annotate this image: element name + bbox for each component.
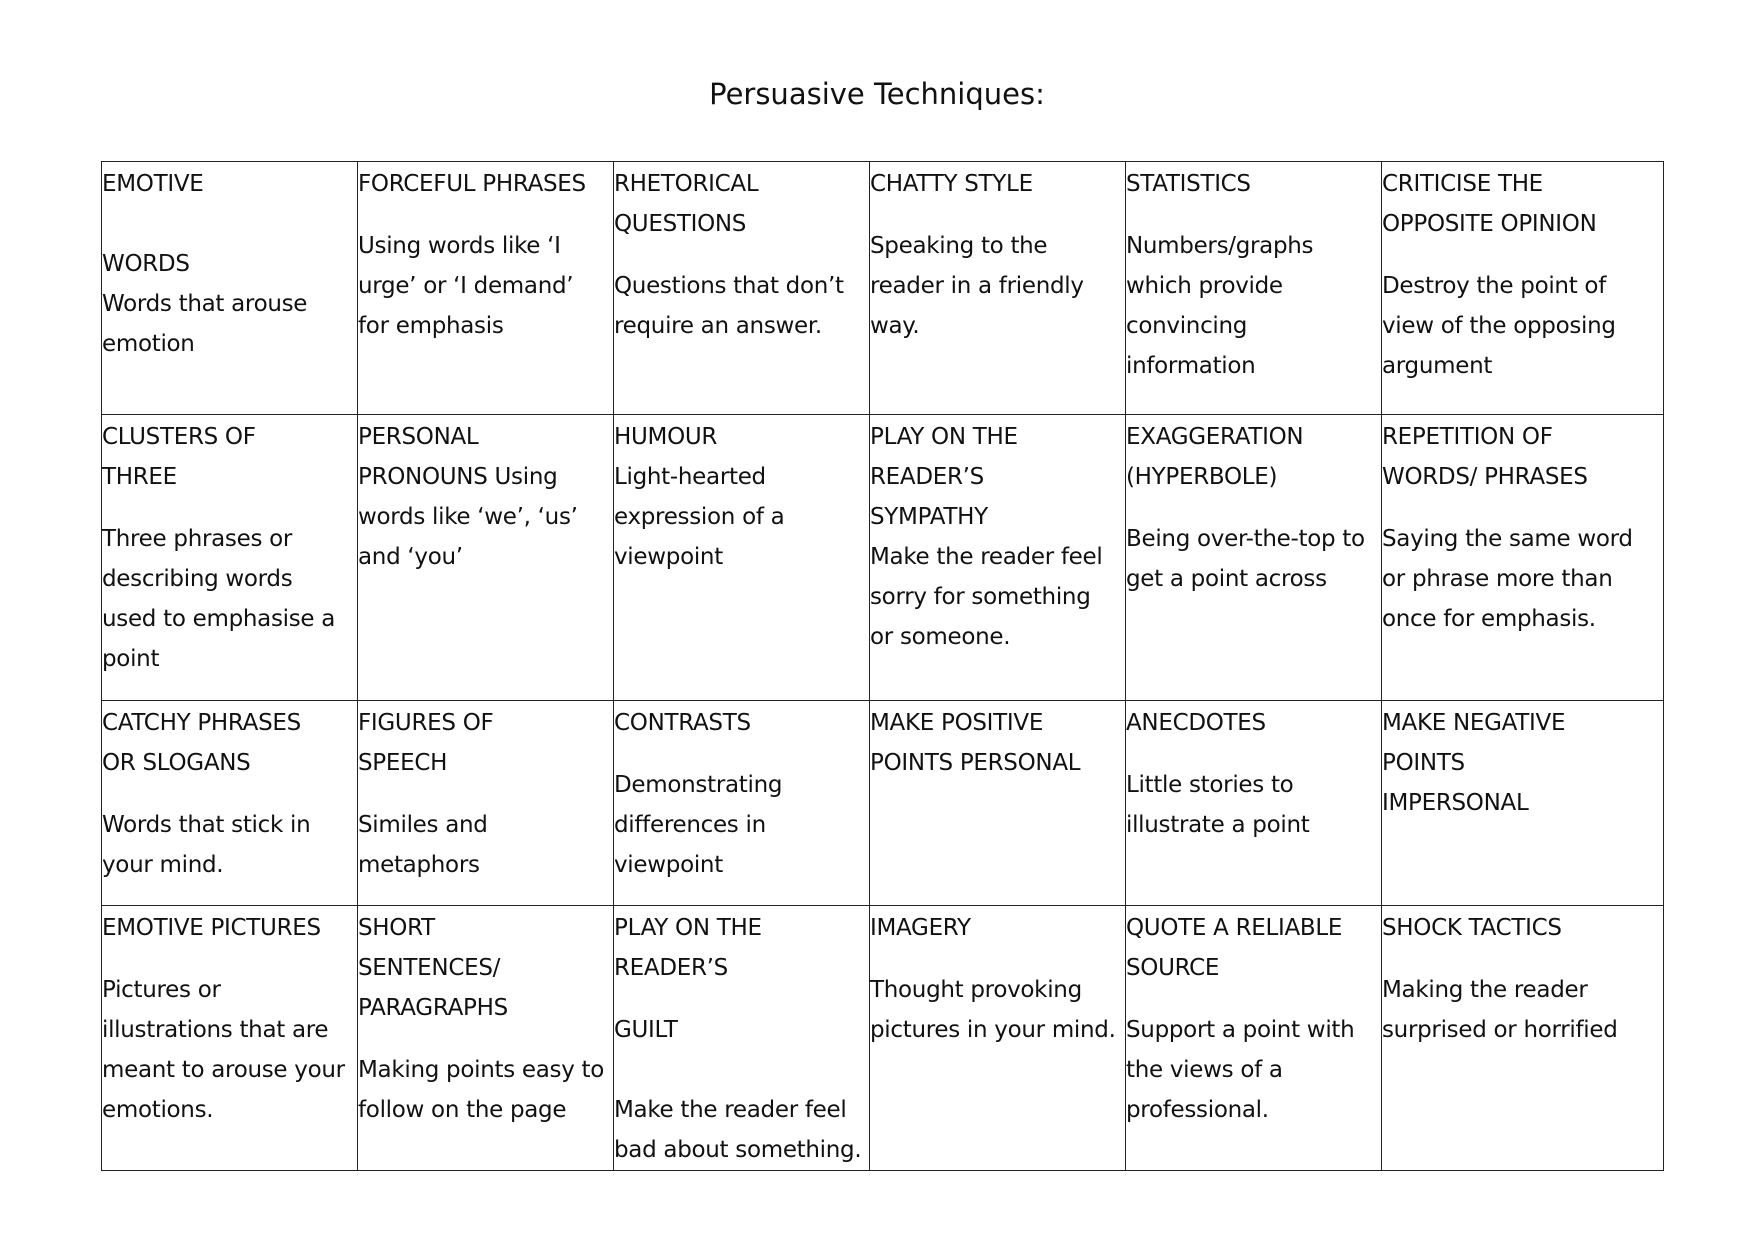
- table-cell: [870, 415, 1126, 701]
- table-cell: [358, 906, 614, 1171]
- table-cell: [870, 906, 1126, 1171]
- cell-title: ANECDOTES: [1126, 710, 1266, 736]
- cell-description: Words that stick in your mind.: [102, 812, 311, 878]
- cell-title: PERSONAL PRONOUNS Using words like ‘we’, ‘us’ and ‘you’: [358, 424, 578, 570]
- cell-description: Using words like ‘I urge’ or ‘I demand’ for emphasis: [358, 233, 574, 339]
- cell-title: MAKE POSITIVE POINTS PERSONAL: [870, 710, 1081, 776]
- cell-description: Support a point with the views of a professional.: [1126, 1017, 1355, 1123]
- table-cell: [102, 701, 358, 906]
- cell-description: Thought provoking pictures in your mind.: [870, 977, 1116, 1043]
- cell-description: GUILT Make the reader feel bad about something.: [614, 1017, 862, 1163]
- cell-title: CONTRASTS: [614, 710, 751, 736]
- cell-description: Making points easy to follow on the page: [358, 1057, 605, 1123]
- table-cell: [614, 701, 870, 906]
- table-cell: [1382, 906, 1664, 1171]
- cell-description: Speaking to the reader in a friendly way.: [870, 233, 1084, 339]
- table-cell: [1126, 162, 1382, 415]
- cell-title: QUOTE A RELIABLE SOURCE: [1126, 915, 1343, 981]
- page-title: Persuasive Techniques:: [709, 77, 1045, 111]
- cell-description: Saying the same word or phrase more than once for emphasis.: [1382, 526, 1633, 632]
- cell-title: CHATTY STYLE: [870, 171, 1033, 197]
- cell-title: EMOTIVE WORDS: [102, 171, 204, 277]
- cell-title: EMOTIVE PICTURES: [102, 915, 321, 941]
- table-cell: [614, 162, 870, 415]
- cell-title: SHOCK TACTICS: [1382, 915, 1562, 941]
- cell-title: CATCHY PHRASES OR SLOGANS: [102, 710, 301, 776]
- table-row: [102, 162, 1664, 415]
- table-cell: [1126, 906, 1382, 1171]
- cell-title: CRITICISE THE OPPOSITE OPINION: [1382, 171, 1597, 237]
- table-row: [102, 701, 1664, 906]
- table-cell: [614, 906, 870, 1171]
- cell-title: REPETITION OF WORDS/ PHRASES: [1382, 424, 1588, 490]
- cell-description: Little stories to illustrate a point: [1126, 772, 1310, 838]
- table-cell: [358, 162, 614, 415]
- cell-title: SHORT SENTENCES/ PARAGRAPHS: [358, 915, 508, 1021]
- cell-title: CLUSTERS OF THREE: [102, 424, 256, 490]
- cell-title: HUMOUR: [614, 424, 718, 450]
- cell-description: Destroy the point of view of the opposing argument: [1382, 273, 1616, 379]
- table-cell: [1126, 415, 1382, 701]
- cell-title: IMAGERY: [870, 915, 971, 941]
- table-cell: [1126, 701, 1382, 906]
- cell-title: RHETORICAL QUESTIONS: [614, 171, 759, 237]
- table-cell: [358, 415, 614, 701]
- table-cell: [1382, 162, 1664, 415]
- cell-title: PLAY ON THE READER’S: [614, 915, 762, 981]
- cell-title: FORCEFUL PHRASES: [358, 171, 586, 197]
- cell-description: Words that arouse emotion: [102, 291, 308, 357]
- cell-title: STATISTICS: [1126, 171, 1251, 197]
- cell-title: MAKE NEGATIVE POINTS IMPERSONAL: [1382, 710, 1566, 816]
- cell-description: Numbers/graphs which provide convincing information: [1126, 233, 1314, 379]
- cell-description: Make the reader feel sorry for something or someone.: [870, 544, 1103, 650]
- table-cell: [358, 701, 614, 906]
- table-cell: [102, 906, 358, 1171]
- techniques-table: [101, 161, 1664, 1171]
- cell-description: Pictures or illustrations that are meant to arouse your emotions.: [102, 977, 345, 1123]
- cell-description: Light-hearted expression of a viewpoint: [614, 464, 785, 570]
- cell-description: Making the reader surprised or horrified: [1382, 977, 1618, 1043]
- table-cell: [870, 162, 1126, 415]
- table-cell: [614, 415, 870, 701]
- cell-description: Questions that don’t require an answer.: [614, 273, 844, 339]
- table-cell: [102, 162, 358, 415]
- table-cell: [870, 701, 1126, 906]
- table-cell: [1382, 415, 1664, 701]
- table-row: [102, 906, 1664, 1171]
- cell-description: Similes and metaphors: [358, 812, 488, 878]
- cell-description: Three phrases or describing words used to emphasise a point: [102, 526, 336, 672]
- cell-description: Being over-the-top to get a point across: [1126, 526, 1365, 592]
- cell-description: Demonstrating differences in viewpoint: [614, 772, 783, 878]
- table-row: [102, 415, 1664, 701]
- cell-title: EXAGGERATION (HYPERBOLE): [1126, 424, 1304, 490]
- table-cell: [102, 415, 358, 701]
- table-cell: [1382, 701, 1664, 906]
- cell-title: PLAY ON THE READER’S SYMPATHY: [870, 424, 1018, 530]
- cell-title: FIGURES OF SPEECH: [358, 710, 494, 776]
